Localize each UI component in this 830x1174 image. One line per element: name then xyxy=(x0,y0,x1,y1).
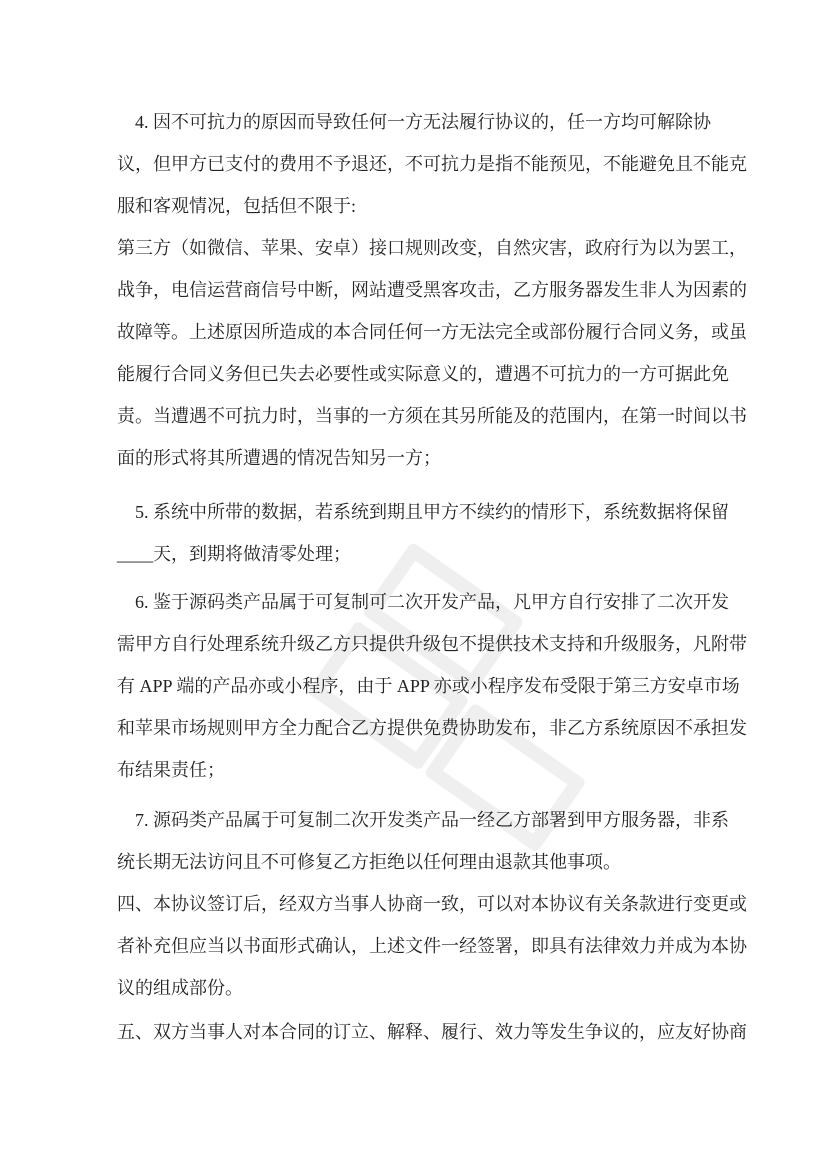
text-line: 责。当遭遇不可抗力时，当事的一方须在其另所能及的范围内，在第一时间以书 xyxy=(117,406,747,426)
text-line: ____天，到期将做清零处理； xyxy=(117,544,351,564)
text-line: 五、双方当事人对本合同的订立、解释、履行、效力等发生争议的，应友好协商 xyxy=(117,1022,747,1042)
text-line: 议，但甲方已支付的费用不予退还，不可抗力是指不能预见，不能避免且不能克 xyxy=(117,154,747,174)
text-line: 四、本协议签订后，经双方当事人协商一致，可以对本协议有关条款进行变更或 xyxy=(117,894,747,914)
text-line: 4. 因不可抗力的原因而导致任何一方无法履行协议的，任一方均可解除协 xyxy=(135,112,711,132)
section-5-disputes xyxy=(117,1011,747,1053)
clause-7-no-refund xyxy=(117,799,729,883)
clause-4-force-majeure xyxy=(117,101,747,479)
clause-6-source-code xyxy=(117,581,747,791)
clause-5-data-retention xyxy=(117,491,729,575)
text-line: 面的形式将其所遭遇的情况告知另一方； xyxy=(117,448,441,468)
text-line: 7. 源码类产品属于可复制二次开发类产品一经乙方部署到甲方服务器，非系 xyxy=(135,810,729,830)
text-line: 统长期无法访问且不可修复乙方拒绝以任何理由退款其他事项。 xyxy=(117,852,621,872)
text-line: 有 APP 端的产品亦或小程序，由于 APP 亦或小程序发布受限于第三方安卓市场 xyxy=(117,676,740,696)
text-line: 服和客观情况，包括但不限于: xyxy=(117,196,356,216)
text-line: 故障等。上述原因所造成的本合同任何一方无法完全或部份履行合同义务，或虽 xyxy=(117,322,747,342)
document-page xyxy=(117,101,747,1053)
text-line: 者补充但应当以书面形式确认，上述文件一经签署，即具有法律效力并成为本协 xyxy=(117,936,747,956)
text-line: 能履行合同义务但已失去必要性或实际意义的，遭遇不可抗力的一方可据此免 xyxy=(117,364,729,384)
text-line: 第三方（如微信、苹果、安卓）接口规则改变，自然灾害，政府行为以为罢工， xyxy=(117,238,747,258)
text-line: 和苹果市场规则甲方全力配合乙方提供免费协助发布，非乙方系统原因不承担发 xyxy=(117,718,747,738)
section-4-amendments xyxy=(117,883,747,1009)
text-line: 议的组成部份。 xyxy=(117,978,243,998)
text-line: 布结果责任； xyxy=(117,760,225,780)
text-line: 6. 鉴于源码类产品属于可复制可二次开发产品，凡甲方自行安排了二次开发 xyxy=(135,592,729,612)
text-line: 战争，电信运营商信号中断，网站遭受黑客攻击，乙方服务器发生非人为因素的 xyxy=(117,280,747,300)
text-line: 5. 系统中所带的数据，若系统到期且甲方不续约的情形下，系统数据将保留 xyxy=(135,502,729,522)
text-line: 需甲方自行处理系统升级乙方只提供升级包不提供技术支持和升级服务，凡附带 xyxy=(117,634,747,654)
